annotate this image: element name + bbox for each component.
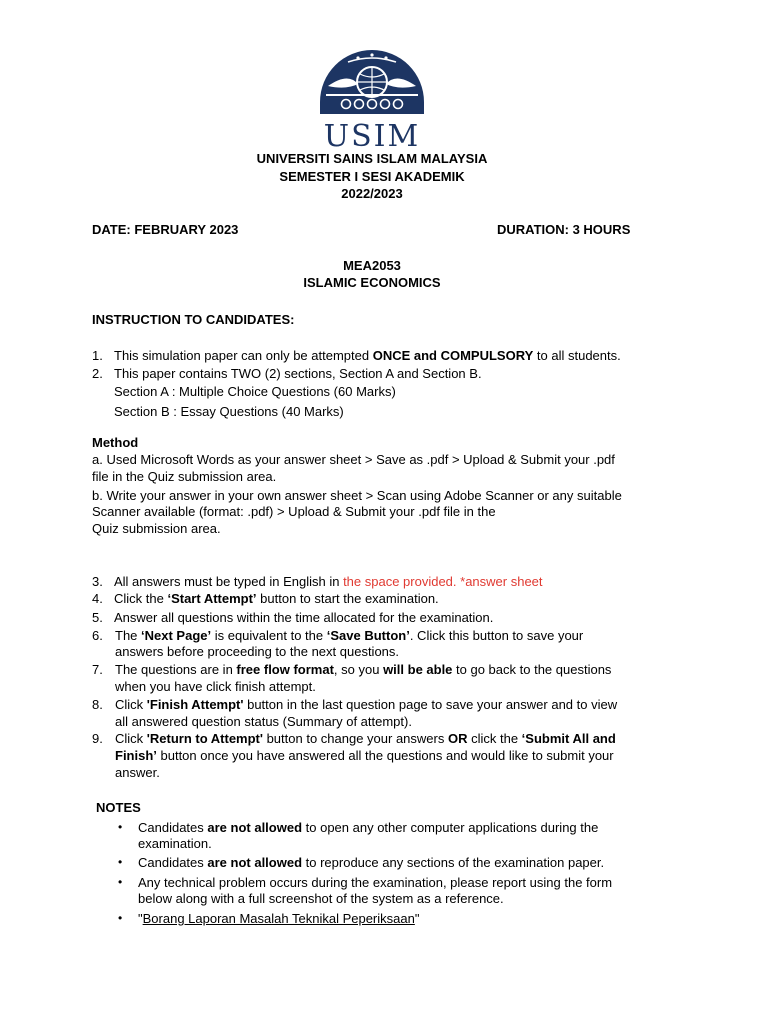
instruction-item-2: This paper contains TWO (2) sections, Section A and Section B. — [114, 366, 482, 381]
note-item-2: Candidates are not allowed to reproduce any sections of the examination paper. — [138, 855, 605, 870]
method-b-line: b. Write your answer in your own answer sheet > Scan using Adobe Scanner or any suitable — [92, 488, 622, 503]
academic-year: 2022/2023 — [341, 186, 403, 201]
note-item-4: "Borang Laporan Masalah Teknikal Peperiksaan" — [138, 911, 420, 926]
bullet-icon: • — [118, 820, 123, 834]
section-a-line: Section A : Multiple Choice Questions (60 Marks) — [114, 384, 396, 399]
exam-date: DATE: FEBRUARY 2023 — [92, 222, 239, 237]
instruction-item-5: Answer all questions within the time allocated for the examination. — [114, 610, 494, 625]
notes-title: NOTES — [96, 800, 141, 815]
instruction-item-6-cont: answers before proceeding to the next questions. — [115, 644, 400, 659]
course-code: MEA2053 — [343, 258, 401, 273]
item-number: 5. — [92, 610, 103, 625]
svg-text:USIM: USIM — [323, 119, 421, 150]
report-form-link[interactable]: Borang Laporan Masalah Teknikal Peperiksaan — [142, 911, 415, 926]
method-a-line: file in the Quiz submission area. — [92, 469, 277, 484]
item-number: 4. — [92, 591, 103, 606]
method-title: Method — [92, 435, 139, 450]
bullet-icon: • — [118, 875, 123, 889]
instruction-item-7: The questions are in free flow format, so you will be able to go back to the questions — [115, 662, 612, 677]
method-b-line: Quiz submission area. — [92, 521, 221, 536]
exam-duration: DURATION: 3 HOURS — [497, 222, 631, 237]
instruction-item-9-cont: answer. — [115, 765, 160, 780]
instructions-title: INSTRUCTION TO CANDIDATES: — [92, 312, 295, 327]
note-item-3: Any technical problem occurs during the examination, please report using the form — [138, 875, 613, 890]
instruction-item-8-cont: all answered question status (Summary of attempt). — [115, 714, 412, 729]
note-item-3-cont: below along with a full screenshot of the system as a reference. — [138, 891, 504, 906]
instruction-item-8: Click 'Finish Attempt' button in the last question page to save your answer and to view — [115, 697, 618, 712]
item-number: 6. — [92, 628, 103, 643]
bullet-icon: • — [118, 911, 123, 925]
item-number: 2. — [92, 366, 103, 381]
instruction-item-9-cont: Finish’ button once you have answered all the questions and would like to submit your — [115, 748, 614, 763]
semester-line: SEMESTER I SESI AKADEMIK — [279, 169, 465, 184]
method-b-line: Scanner available (format: .pdf) > Upload & Submit your .pdf file in the — [92, 504, 496, 519]
course-name: ISLAMIC ECONOMICS — [303, 275, 441, 290]
university-name: UNIVERSITI SAINS ISLAM MALAYSIA — [256, 151, 488, 166]
instruction-item-4: Click the ‘Start Attempt’ button to start the examination. — [114, 591, 439, 606]
item-number: 9. — [92, 731, 103, 746]
item-number: 7. — [92, 662, 103, 677]
instruction-item-1: This simulation paper can only be attempted ONCE and COMPULSORY to all students. — [114, 348, 621, 363]
instruction-item-7-cont: when you have click finish attempt. — [115, 679, 316, 694]
method-a-line: a. Used Microsoft Words as your answer sheet > Save as .pdf > Upload & Submit your .pdf — [92, 452, 615, 467]
instruction-item-3: All answers must be typed in English in the space provided. *answer sheet — [114, 574, 543, 589]
item-number: 1. — [92, 348, 103, 363]
item-number: 3. — [92, 574, 103, 589]
usim-logo — [318, 42, 426, 150]
note-item-1: Candidates are not allowed to open any other computer applications during the — [138, 820, 599, 835]
bullet-icon: • — [118, 855, 123, 869]
note-item-1-cont: examination. — [138, 836, 212, 851]
item-number: 8. — [92, 697, 103, 712]
section-b-line: Section B : Essay Questions (40 Marks) — [114, 404, 344, 419]
instruction-item-9: Click 'Return to Attempt' button to change your answers OR click the ‘Submit All and — [115, 731, 616, 746]
usim-crest-icon — [318, 42, 426, 150]
instruction-item-6: The ‘Next Page’ is equivalent to the ‘Save Button’. Click this button to save your — [115, 628, 584, 643]
